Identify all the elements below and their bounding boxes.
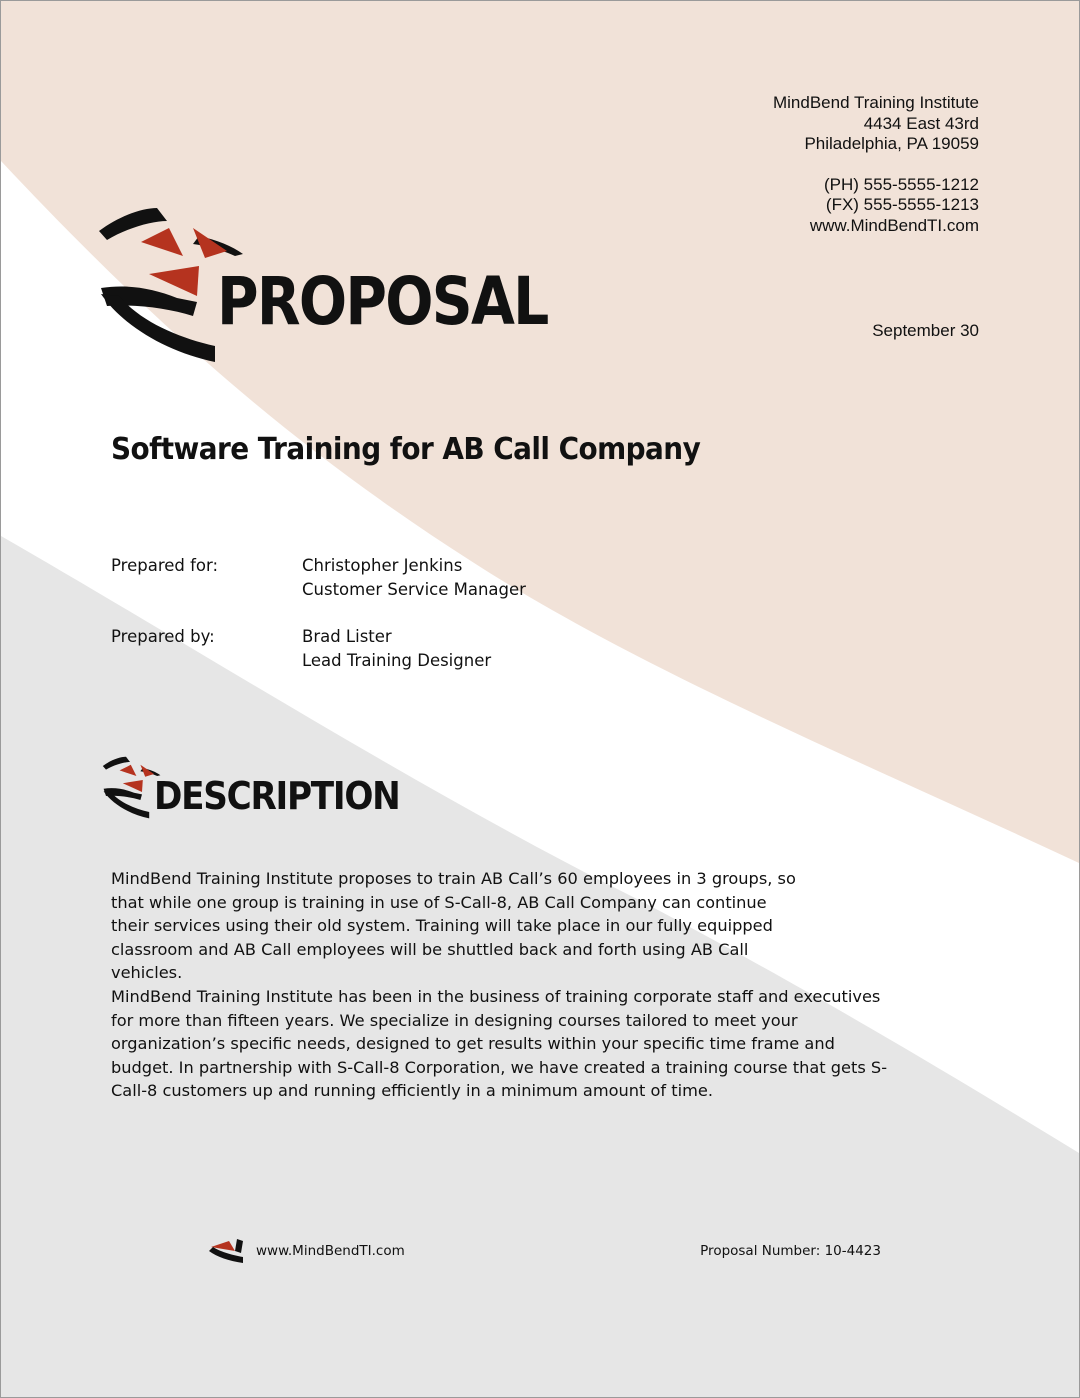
prepared-for-role: Customer Service Manager — [302, 580, 526, 599]
prepared-by-label: Prepared by: — [111, 627, 215, 646]
fax-number: (FX) 555-5555-1213 — [825, 195, 979, 214]
street-address: 4434 East 43rd — [863, 113, 979, 133]
prepared-for-name: Christopher Jenkins — [302, 556, 463, 575]
proposal-date: September 30 — [872, 321, 979, 340]
proposal-logo-text: PROPOSAL — [217, 263, 548, 340]
company-name: MindBend Training Institute — [772, 93, 979, 112]
prepared-for-label: Prepared for: — [111, 556, 219, 575]
footer-logo-icon — [209, 1237, 245, 1265]
footer-website[interactable]: www.MindBendTI.com — [256, 1243, 405, 1259]
proposal-title: Software Training for AB Call Company — [111, 432, 701, 467]
phone-number: (PH) 555-5555-1212 — [824, 174, 979, 194]
website-link[interactable]: www.MindBendTI.com — [809, 215, 979, 235]
prepared-by-role: Lead Training Designer — [302, 651, 492, 670]
footer-proposal-number: Proposal Number: 10-4423 — [700, 1243, 881, 1259]
description-paragraph-2: MindBend Training Institute has been in the business of training corporate staff and executives for more than fifteen years. We specialize in designing courses tailored to meet your organization’s specific needs, designed to get results within your specific time frame and budget. In partnership with S-Call-8 Corporation, we have created a training course that gets S-Call-8 customers up and running efficiently in a minimum amount of time. — [111, 987, 888, 1101]
description-paragraph-1: MindBend Training Institute proposes to train AB Call’s 60 employees in 3 groups, so that while one group is training in use of S-Call-8, AB Call Company can continue their services using their old system. Training will take place in our fully equipped classroom and AB Call employees will be shuttled back and forth using AB Call vehicles. — [111, 869, 796, 983]
prepared-by-name: Brad Lister — [302, 627, 392, 646]
description-heading: DESCRIPTION — [154, 774, 400, 818]
contact-block — [773, 93, 979, 236]
city-state-zip: Philadelphia, PA 19059 — [804, 134, 979, 153]
